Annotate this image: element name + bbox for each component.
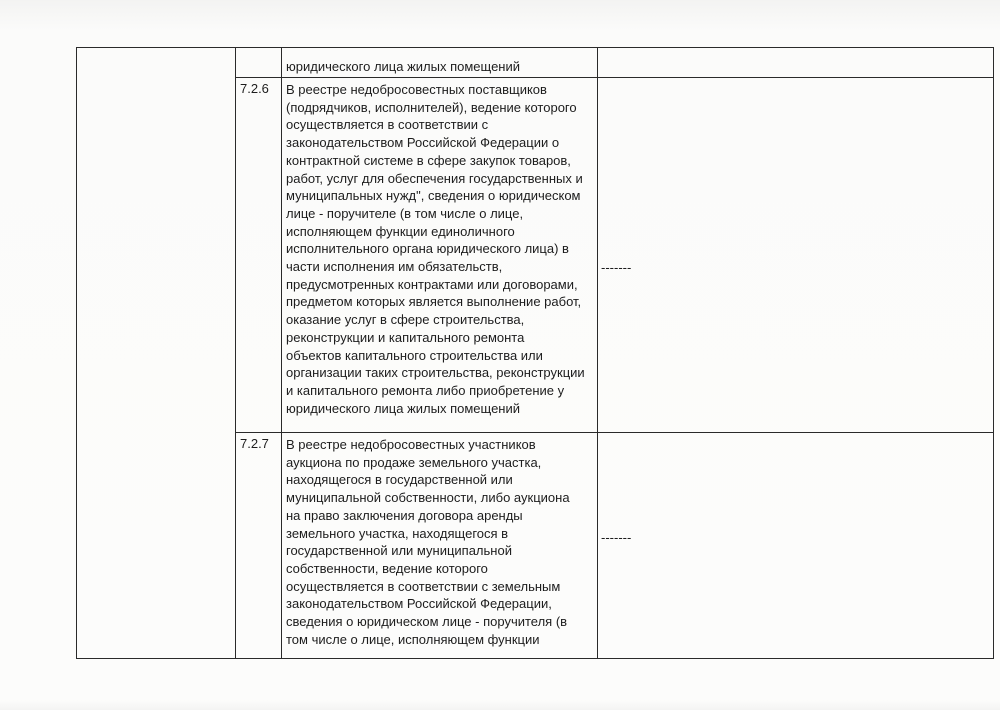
section-cell	[77, 48, 236, 659]
document-table	[76, 47, 994, 659]
item-value: -------	[601, 259, 632, 275]
item-text: юридического лица жилых помещений	[286, 59, 521, 74]
item-value-cell	[598, 48, 994, 78]
item-number-cell	[236, 78, 282, 433]
item-value-cell	[598, 433, 994, 659]
table-row	[77, 48, 994, 78]
item-number	[236, 48, 281, 51]
item-number: 7.2.6	[240, 81, 269, 96]
item-text-cell	[282, 78, 598, 433]
item-value-cell	[598, 78, 994, 433]
item-number: 7.2.7	[240, 436, 269, 451]
item-value: -------	[601, 530, 632, 545]
item-number-cell	[236, 48, 282, 78]
item-text: В реестре недобросовестных поставщиков (подрядчиков, исполнителей), ведение которого осуществляется в соответствии с законодательством Российской Федерации о контрактной системе в сфере закупок товаров, работ, услуг для обеспечения государственных и муниципальных нужд", сведения о юридическом лице - поручителе (в том числе о лице, исполняющем функции единоличного исполнительного органа юридического лица) в части исполнения им обязательств, предусмотренных контрактами или договорами, предметом которых является выполнение работ, оказание услуг в сфере строительства, реконструкции и капитального ремонта объектов капитального строительства или организации таких строительства, реконструкции и капитального ремонта либо приобретение у юридического лица жилых помещений	[286, 82, 585, 416]
item-text-cell	[282, 48, 598, 78]
item-text: В реестре недобросовестных участников аукциона по продаже земельного участка, находящегося в государственной или муниципальной собственности, либо аукциона на право заключения договора аренды земельного участка, находящегося в государственной или муниципальной собственности, ведение которого осуществляется в соответствии с земельным законодательством Российской Федерации, сведения о юридическом лице - поручителя (в том числе о лице, исполняющем функции	[286, 437, 570, 647]
item-number-cell	[236, 433, 282, 659]
item-text-cell	[282, 433, 598, 659]
